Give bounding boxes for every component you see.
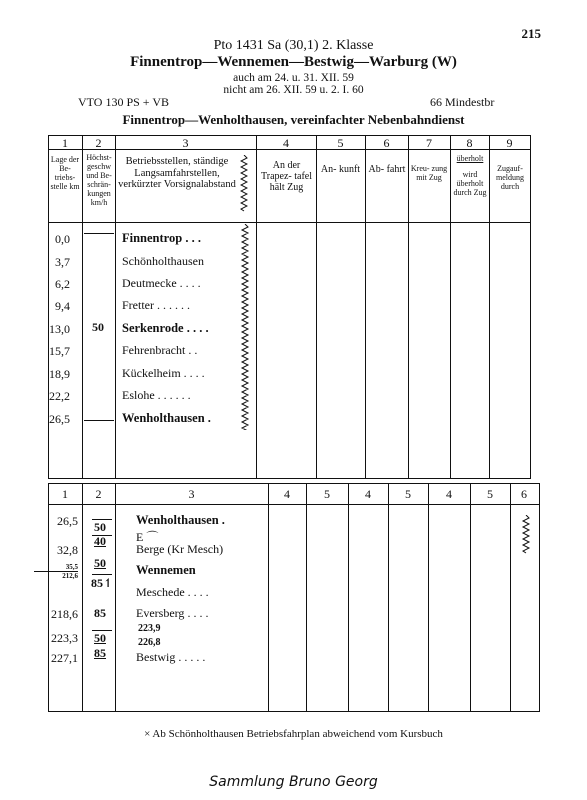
divider: [48, 222, 530, 223]
col-number: 1: [62, 136, 68, 150]
station-name: Schönholthausen: [122, 254, 204, 268]
km-sub-value: 226,8: [138, 637, 161, 648]
col4-heading: An der Trapez- tafel hält Zug: [261, 160, 312, 193]
km-sub-value: 223,9: [138, 623, 161, 634]
speed-value: 50: [94, 631, 106, 645]
page-number: 215: [521, 26, 541, 41]
col-number: 4: [284, 487, 290, 501]
station-name: Eslohe . . . . . .: [122, 388, 191, 402]
brake-info: 66 Mindestbr: [430, 95, 495, 109]
speed-value: 85: [94, 646, 106, 660]
col-number: 3: [182, 136, 189, 150]
station-name: Deutmecke . . . .: [122, 276, 201, 290]
station-name: Wenholthausen .: [122, 411, 211, 425]
divider: [82, 135, 83, 478]
col-number: 6: [383, 136, 390, 150]
col-number: 5: [337, 136, 344, 150]
station-name: Eversberg . . . .: [136, 606, 209, 620]
col-number: 5: [405, 487, 411, 501]
col2-heading: Höchst- geschw und Be- schrän- kungen km/h: [86, 153, 112, 207]
divider: [489, 135, 490, 478]
station-name: Fehrenbracht . .: [122, 343, 198, 357]
divider: [388, 483, 389, 711]
km-value: 15,7: [49, 344, 70, 358]
section-title: Finnentrop—Wenholthausen, vereinfachter Nebenbahndienst: [122, 112, 465, 127]
vehicle-info: VTO 130 PS + VB: [78, 95, 170, 109]
col-number: 4: [365, 487, 371, 501]
collection-signature: Sammlung Bruno Georg: [209, 774, 378, 790]
speed-value: 50: [94, 556, 106, 570]
km-value: 26,5: [49, 412, 70, 426]
col-number: 9: [506, 136, 513, 150]
km-value: 22,2: [49, 389, 70, 403]
route-title: Finnentrop—Wennemen—Bestwig—Warburg (W): [130, 54, 457, 70]
speed-marker: [84, 233, 114, 234]
col-number: 5: [324, 487, 330, 501]
col-number: 7: [426, 136, 432, 150]
col6-heading: Ab- fahrt: [368, 164, 406, 175]
wave-mark: [240, 155, 248, 213]
divider: [348, 483, 349, 711]
station-name: Wenholthausen .: [136, 513, 225, 527]
km-value: 227,1: [51, 651, 78, 665]
col-number: 3: [188, 487, 195, 501]
speed-value: 50: [92, 320, 104, 334]
col5-heading: An- kunft: [320, 164, 361, 175]
station-name: Wennemen: [136, 563, 196, 577]
timetable-lower: [48, 483, 540, 712]
divider: [306, 483, 307, 711]
station-name: E ⌒: [136, 530, 159, 544]
col-number: 4: [283, 136, 289, 150]
divider: [510, 483, 511, 711]
validity-also: auch am 24. u. 31. XII. 59: [233, 72, 354, 84]
col8-heading-top: überholt: [456, 154, 484, 163]
divider: [268, 483, 269, 711]
km-value: 32,8: [57, 543, 78, 557]
divider: [115, 135, 116, 478]
station-name: Bestwig . . . . .: [136, 650, 206, 664]
divider: [48, 504, 539, 505]
speed-value: 85: [94, 606, 106, 620]
speed-value: 85↿: [90, 576, 114, 590]
validity-not: nicht am 26. XII. 59 u. 2. I. 60: [223, 84, 364, 96]
km-value-small: 212,6: [34, 571, 78, 580]
footnote: × Ab Schönholthausen Betriebsfahrplan abweichend vom Kursbuch: [144, 728, 443, 740]
col3-heading: Betriebsstellen, ständige Langsamfahrstellen, verkürzter Vorsignalabstand: [118, 156, 236, 190]
divider: [316, 135, 317, 478]
divider: [450, 135, 451, 478]
speed-marker: [84, 420, 114, 421]
station-name: Berge (Kr Mesch): [136, 542, 224, 556]
col-number: 5: [487, 487, 493, 501]
km-value: 3,7: [55, 255, 70, 269]
col1-heading: Lage der Be- triebs- stelle km: [50, 155, 80, 191]
slow-section-marker: [239, 224, 253, 430]
km-value: 218,6: [51, 607, 78, 621]
station-name: Serkenrode . . . .: [122, 321, 209, 335]
km-value: 18,9: [49, 367, 70, 381]
col7-heading: Kreu- zung mit Zug: [410, 164, 448, 182]
station-name: Finnentrop . . .: [122, 231, 201, 245]
km-value-small: 35,5: [65, 563, 78, 571]
station-name: Kückelheim . . . .: [122, 366, 205, 380]
divider: [82, 483, 83, 711]
divider: [256, 135, 257, 478]
col-number: 8: [466, 136, 473, 150]
speed-value: 50: [94, 520, 106, 534]
divider: [365, 135, 366, 478]
train-title: Pto 1431 Sa (30,1) 2. Klasse: [213, 38, 374, 53]
col-number: 2: [95, 136, 102, 150]
station-name: Fretter . . . . . .: [122, 298, 190, 312]
divider: [470, 483, 471, 711]
divider: [408, 135, 409, 478]
divider: [428, 483, 429, 711]
km-value: 26,5: [57, 514, 78, 528]
km-value: 9,4: [55, 299, 70, 313]
col-number: 2: [95, 487, 102, 501]
km-value: 13,0: [49, 322, 70, 336]
col-number: 4: [446, 487, 452, 501]
col9-heading: Zugauf- meldung durch: [496, 164, 524, 191]
slow-section-marker: [521, 515, 531, 555]
col-number: 1: [62, 487, 68, 501]
divider: [115, 483, 116, 711]
km-value: 6,2: [55, 277, 70, 291]
speed-value: 40: [94, 534, 106, 548]
col-number: 6: [521, 487, 527, 501]
speed-marker: [92, 574, 112, 575]
km-value: 0,0: [55, 232, 70, 246]
station-name: Meschede . . . .: [136, 585, 209, 599]
km-value: 223,3: [51, 631, 78, 645]
col8-heading: wird überholt durch Zug: [453, 170, 487, 197]
